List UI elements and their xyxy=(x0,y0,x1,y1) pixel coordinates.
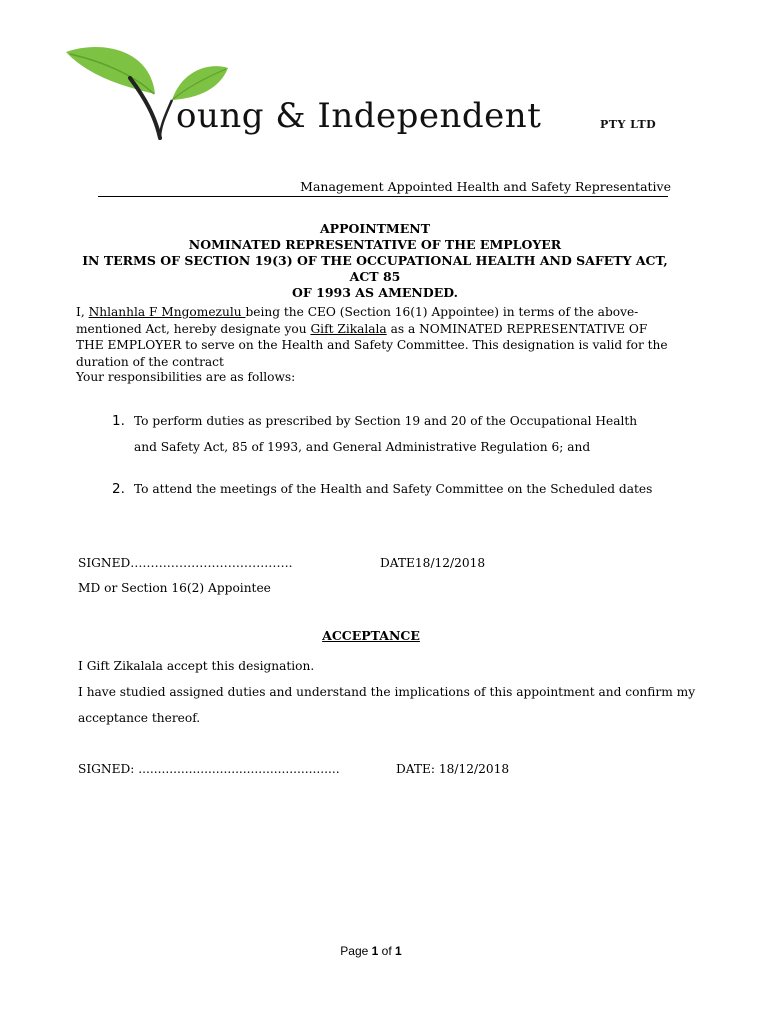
acceptance-line-2: I have studied assigned duties and understand the implications of this appointment and confirm my xyxy=(78,685,696,699)
intro-prefix: I, xyxy=(76,305,89,319)
item-text: To perform duties as prescribed by Section 19 and 20 of the Occupational Health and Safety Act, 85 of 1993, and General Administrative Regulation 6; and xyxy=(134,414,638,454)
header-divider xyxy=(98,196,668,197)
current-page: 1 xyxy=(371,944,379,958)
responsibilities-heading: Your responsibilities are as follows: xyxy=(76,370,296,384)
signed-date: DATE18/12/2018 xyxy=(380,556,486,570)
title-line-1: APPOINTMENT xyxy=(319,221,431,236)
title-line-3: IN TERMS OF SECTION 19(3) OF THE OCCUPATIONAL HEALTH AND SAFETY ACT, ACT 85 xyxy=(82,253,668,284)
title-line-4: OF 1993 AS AMENDED. xyxy=(292,285,458,300)
acceptance-heading: ACCEPTANCE xyxy=(322,628,420,643)
document-header-title: Management Appointed Health and Safety Representative xyxy=(300,179,671,194)
acceptance-signed-line: SIGNED: .................................................... xyxy=(78,762,340,776)
page-word: Page xyxy=(340,944,372,958)
company-logo xyxy=(60,38,660,158)
appointment-title-block xyxy=(80,221,670,301)
title-line-2: NOMINATED REPRESENTATIVE OF THE EMPLOYER xyxy=(188,237,562,252)
intro-part-1: being the CEO (Section 16(1) Appointee) in terms of the above-mentioned Act, hereby designate you xyxy=(76,305,639,336)
acceptance-line-3: acceptance thereof. xyxy=(78,711,201,725)
page-footer xyxy=(0,944,742,958)
total-pages: 1 xyxy=(395,944,402,958)
item-number: 2. xyxy=(112,481,125,497)
signatory-role: MD or Section 16(2) Appointee xyxy=(78,581,271,595)
intro-paragraph xyxy=(76,304,676,370)
acceptance-date: DATE: 18/12/2018 xyxy=(396,762,510,776)
ceo-name: Nhlanhla F Mngomezulu xyxy=(88,305,246,319)
logo-wordmark: oung & Independent xyxy=(176,96,542,136)
item-text: To attend the meetings of the Health and Safety Committee on the Scheduled dates xyxy=(134,482,653,496)
signed-line: SIGNED…………………………………. xyxy=(78,556,293,570)
intro-part-2: as a NOMINATED REPRESENTATIVE OF THE EMPLOYER to serve on the Health and Safety Committee. This designation is valid for the duration of the contract xyxy=(76,321,668,369)
acceptance-line-1: I Gift Zikalala accept this designation. xyxy=(78,659,315,673)
logo-suffix: PTY LTD xyxy=(600,118,657,131)
item-number: 1. xyxy=(112,413,125,429)
of-word: of xyxy=(378,944,396,958)
appointee-name: Gift Zikalala xyxy=(310,321,387,336)
